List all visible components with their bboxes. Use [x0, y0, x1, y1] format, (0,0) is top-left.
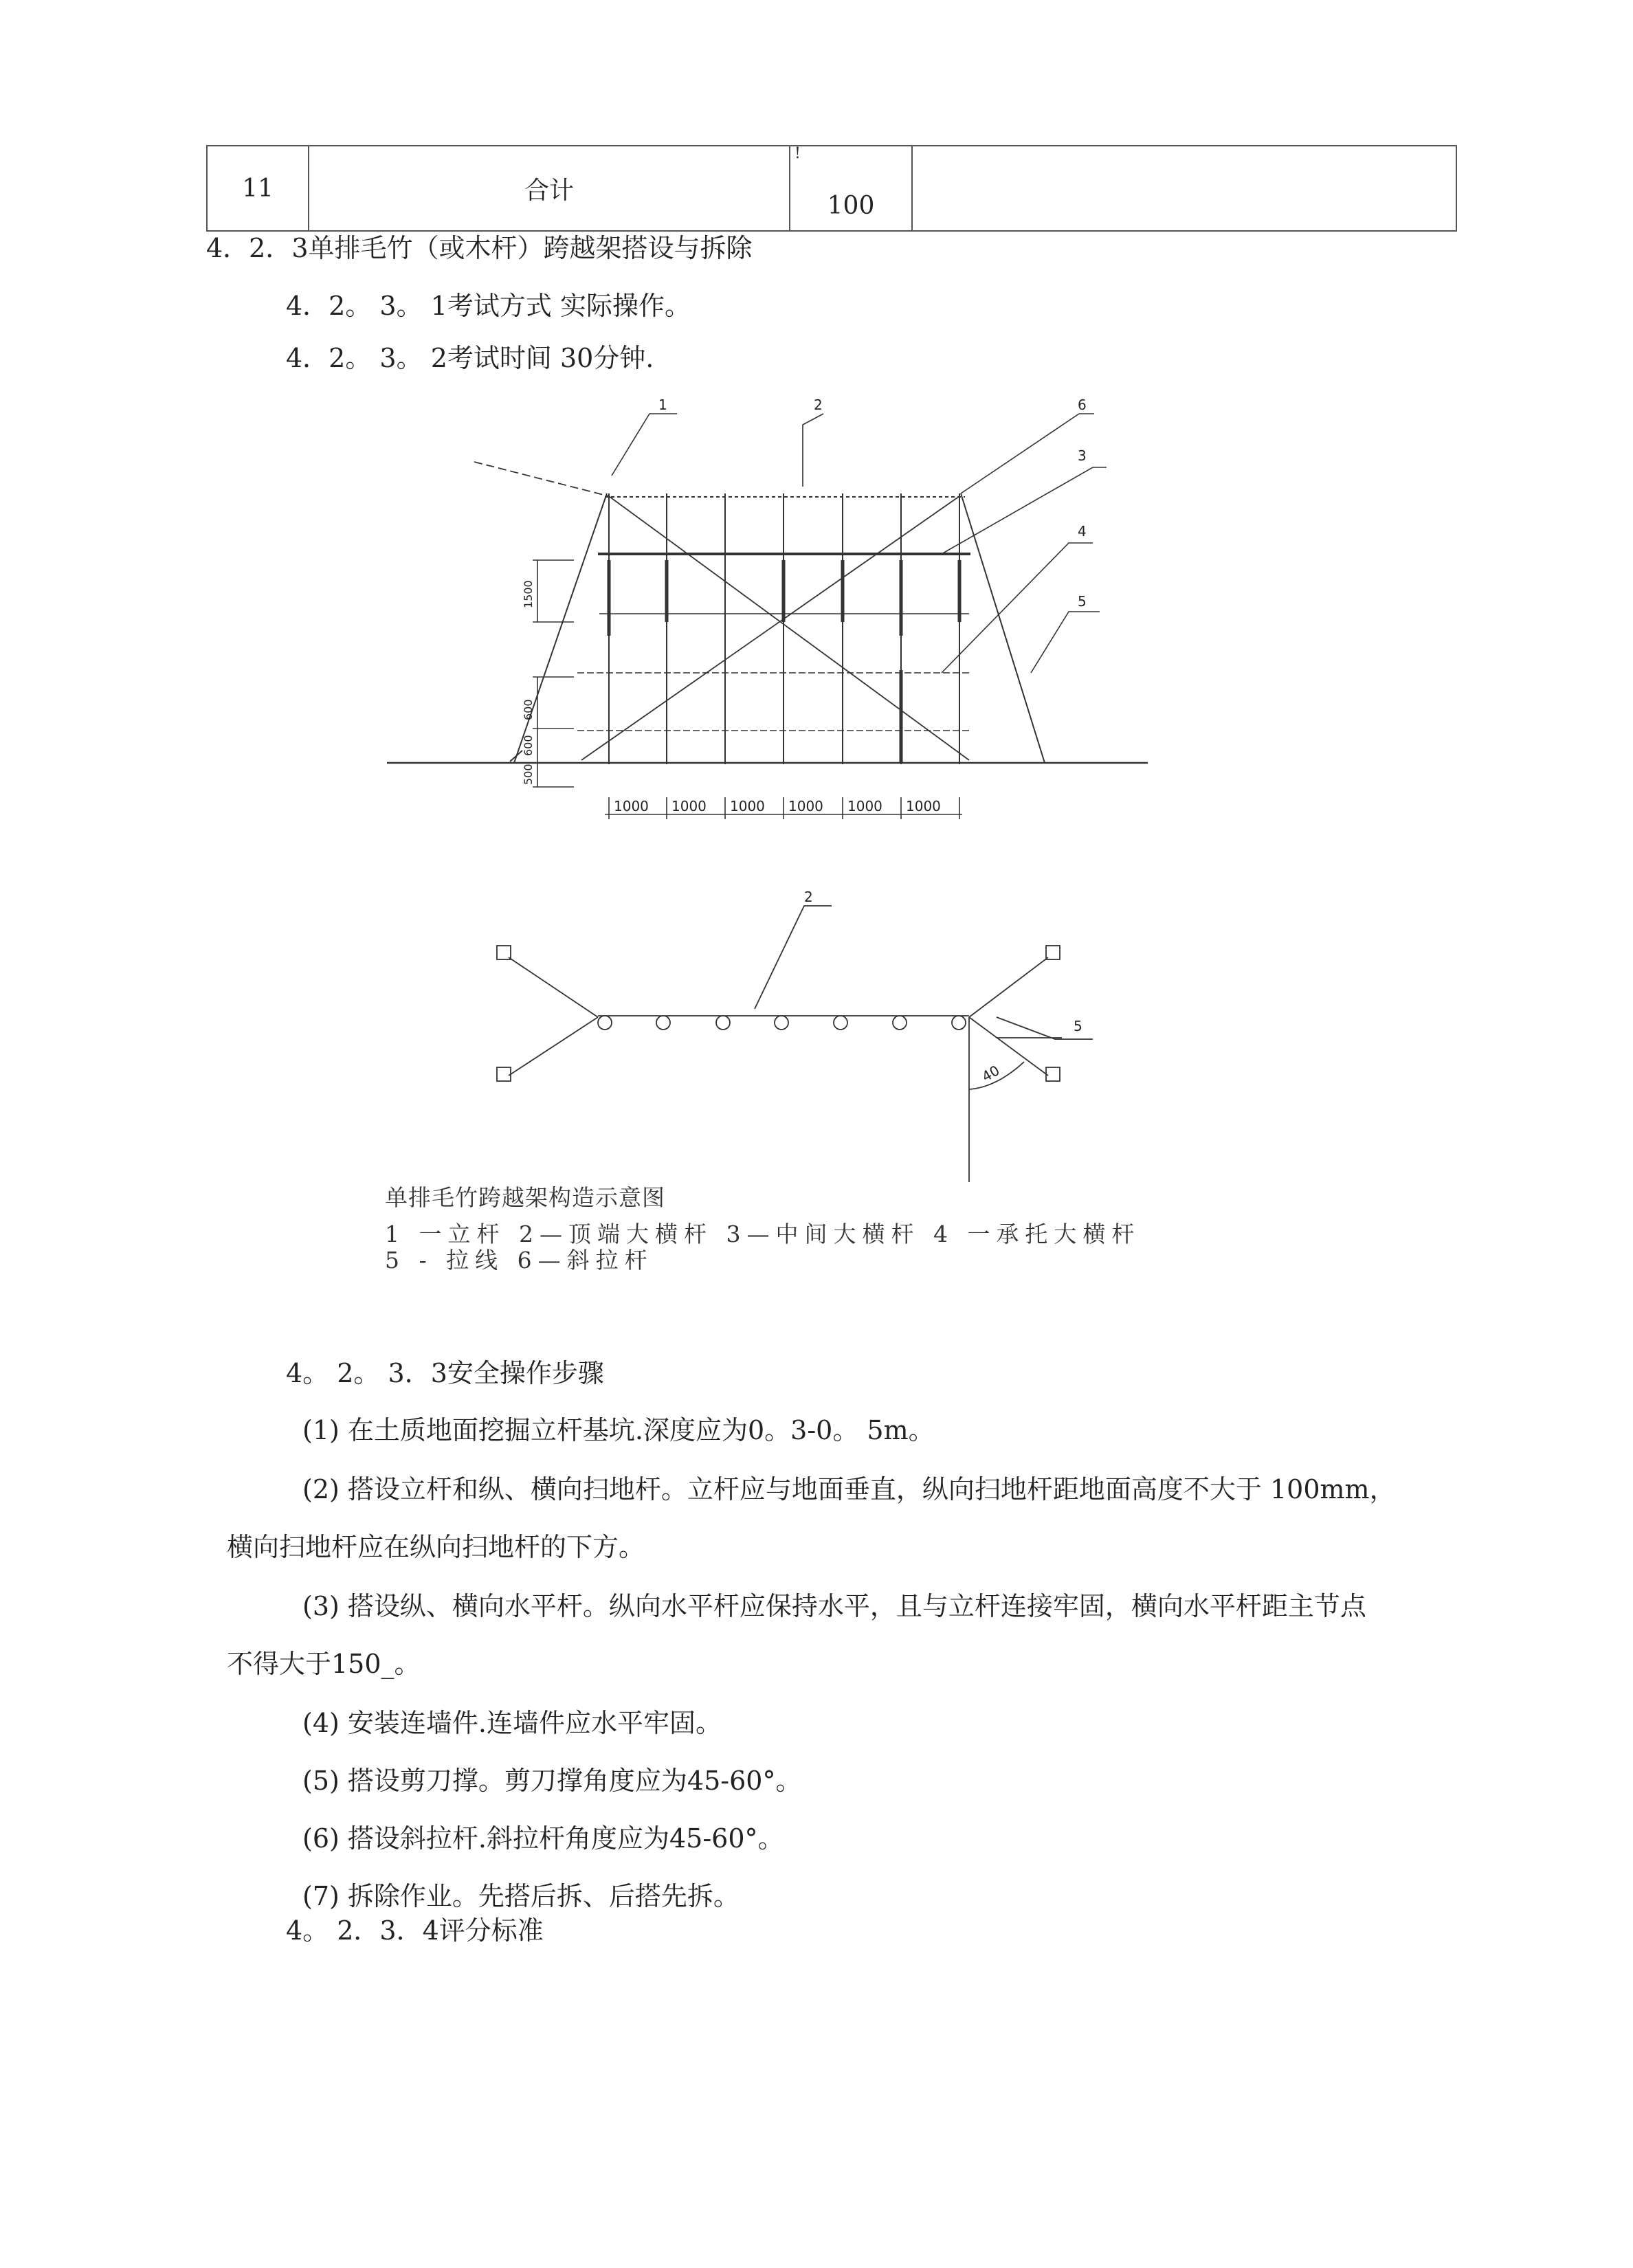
step-1: (1) 在土质地面挖掘立杆基坑.深度应为0。3-0。 5m。 [302, 1415, 935, 1445]
dim-1000-1: 1000 [614, 798, 649, 814]
step-2-continued: 横向扫地杆应在纵向扫地杆的下方。 [227, 1532, 645, 1562]
vertical-dimension-labels [522, 580, 535, 785]
elevation-view [387, 414, 1148, 819]
dim-600-b: 600 [522, 735, 535, 756]
figure-caption-title: 单排毛竹跨越架构造示意图 [385, 1184, 665, 1211]
step-6: (6) 搭设斜拉杆.斜拉杆角度应为45-60°。 [302, 1823, 784, 1854]
row-number: 11 [207, 146, 309, 231]
dim-1000-6: 1000 [906, 798, 941, 814]
step-4: (4) 安装连墙件.连墙件应水平牢固。 [302, 1708, 722, 1738]
ledgers [577, 497, 970, 731]
plan-guy-lines [509, 957, 1048, 1182]
section-heading-4-2-3: 4．2．3单排毛竹（或木杆）跨越架搭设与拆除 [206, 233, 753, 263]
row-score: 100 [827, 192, 875, 220]
plan-view [497, 906, 1093, 1182]
plan-poles [598, 1016, 966, 1030]
dim-1000-4: 1000 [788, 798, 823, 814]
cross-bracing [474, 462, 969, 760]
label-3: 3 [1078, 447, 1087, 464]
section-heading-4-2-3-3: 4。 2。 3．3安全操作步骤 [286, 1358, 604, 1388]
label-6: 6 [1078, 397, 1087, 413]
row-mark: ! [795, 145, 801, 162]
exam-method-line: 4．2。 3。 1考试方式 实际操作。 [286, 291, 691, 321]
leader-lines [612, 414, 1107, 673]
label-2: 2 [814, 397, 823, 413]
dim-600-a: 600 [522, 699, 535, 720]
label-4: 4 [1078, 523, 1087, 540]
plan-angle-label: 40 [979, 1062, 1003, 1085]
plan-labels [804, 889, 1082, 1085]
label-1: 1 [658, 397, 667, 413]
plan-leader-2 [755, 906, 832, 1009]
figure-caption-legend-1: 1 一立杆 2—顶端大横杆 3—中间大横杆 4 一承托大横杆 [385, 1221, 1141, 1247]
raking-shores [510, 493, 1045, 763]
elevation-labels [658, 397, 1087, 610]
step-7: (7) 拆除作业。先搭后拆、后搭先拆。 [302, 1881, 740, 1911]
step-3-continued: 不得大于150_。 [227, 1649, 421, 1679]
figure-caption-legend-2: 5 - 拉线 6—斜拉杆 [385, 1247, 654, 1274]
section-heading-4-2-3-4: 4。 2．3．4评分标准 [286, 1915, 544, 1946]
plan-label-5: 5 [1074, 1018, 1082, 1034]
plan-label-2: 2 [804, 889, 813, 905]
plan-anchors [497, 946, 1060, 1081]
horizontal-dimension-labels [614, 798, 941, 814]
step-5: (5) 搭设剪刀撑。剪刀撑角度应为45-60°。 [302, 1766, 802, 1796]
dim-1500: 1500 [522, 580, 535, 608]
dim-1000-3: 1000 [730, 798, 765, 814]
exam-time-line: 4．2。 3。 2考试时间 30分钟. [286, 343, 654, 373]
vertical-dimension [533, 560, 574, 787]
step-2: (2) 搭设立杆和纵、横向扫地杆。立杆应与地面垂直，纵向扫地杆距地面高度不大于 100mm， [302, 1474, 1396, 1504]
row-item: 合计 [309, 146, 790, 231]
dim-500: 500 [522, 764, 535, 785]
step-3: (3) 搭设纵、横向水平杆。纵向水平杆应保持水平，且与立杆连接牢固，横向水平杆距主节点 [302, 1591, 1366, 1621]
label-5: 5 [1078, 593, 1087, 610]
dim-1000-5: 1000 [847, 798, 882, 814]
dim-1000-2: 1000 [671, 798, 707, 814]
